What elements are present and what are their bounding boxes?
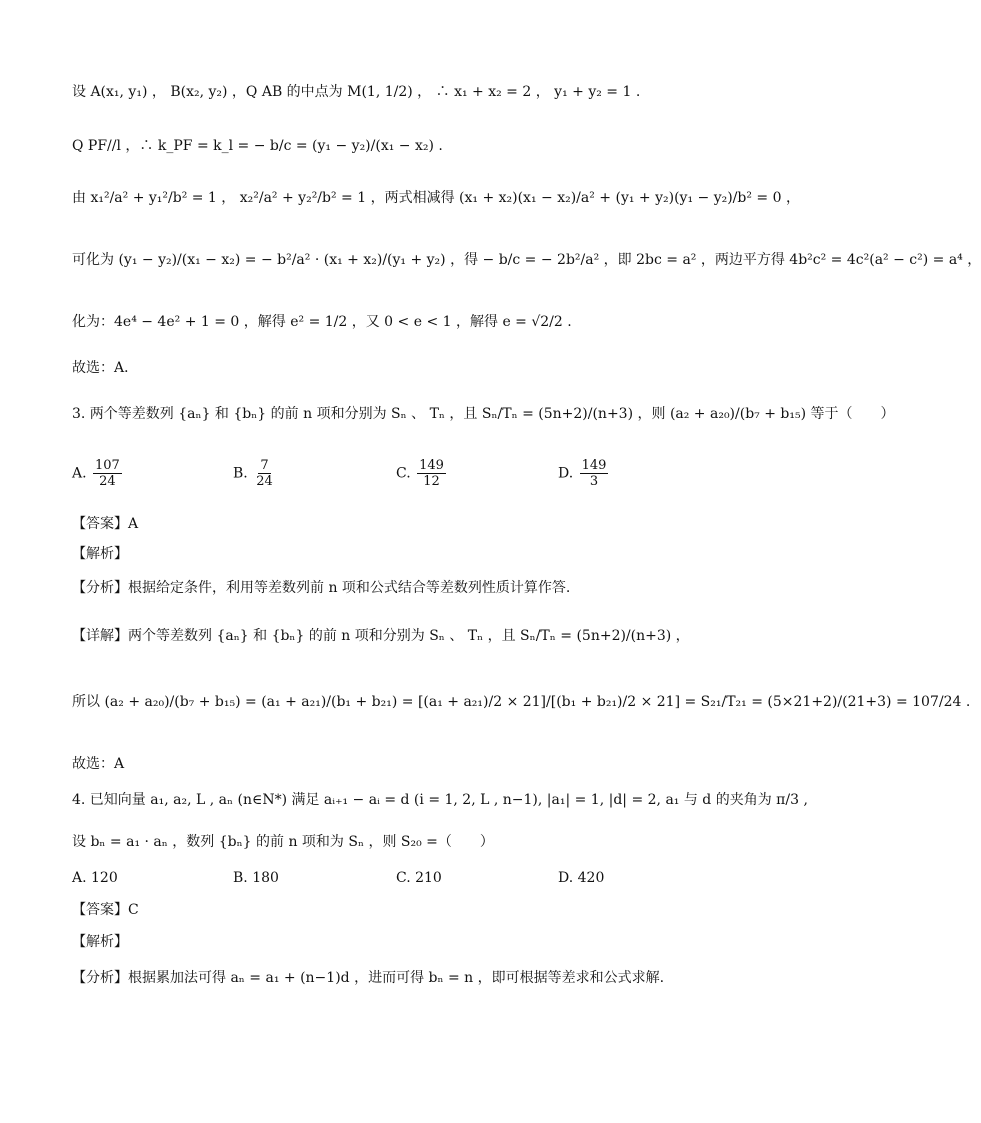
question-3: 3. 两个等差数列 {aₙ} 和 {bₙ} 的前 n 项和分别为 Sₙ 、 Tₙ ，且 Sₙ/Tₙ = (5n+2)/(n+3) ，则 (a₂ + a₂₀)/(b₇ + b₁₅) 等于（ ） [72,406,895,422]
q4-answer [72,900,139,920]
q3-option-c-fraction [417,458,446,489]
q3-option-a-fraction [93,458,122,489]
q3-option-b [233,458,277,489]
solution-line-4: 可化为 (y₁ − y₂)/(x₁ − x₂) = − b²/a² · (x₁ + x₂)/(y₁ + y₂) ，得 − b/c = − 2b²/a² ，即 2bc = a² ，两边平方得 4b²c² = 4c²(a² − c²) = a⁴ ， [72,252,981,268]
q3-option-a-den: 24 [99,474,116,489]
q3-option-b-label: B. [233,465,248,482]
q3-option-a [72,458,124,489]
q3-option-c [396,458,448,489]
q3-detail-tag: 【详解】 [72,628,128,644]
q3-analysis [72,578,570,598]
q3-detail-text: 两个等差数列 {aₙ} 和 {bₙ} 的前 n 项和分别为 Sₙ 、 Tₙ ，且 Sₙ/Tₙ = (5n+2)/(n+3) ， [128,628,690,644]
q3-jiexi: 【解析】 [72,546,128,562]
q3-analysis-tag: 【分析】 [72,580,128,596]
question-4: 4. 已知向量 a₁, a₂, L , aₙ (n∈N*) 满足 aᵢ₊₁ − aᵢ = d (i = 1, 2, L , n−1), |a₁| = 1, |d| = 2, a₁ 与 d 的夹角为 π/3 , [72,792,808,808]
q3-option-d [558,458,610,489]
q3-answer [72,514,138,534]
q3-option-a-label: A. [72,465,87,482]
q3-option-a-num: 107 [95,458,120,473]
q4-jiexi: 【解析】 [72,934,128,950]
q4-analysis-text: 根据累加法可得 aₙ = a₁ + (n−1)d ，进而可得 bₙ = n ，即可根据等差求和公式求解. [128,970,665,986]
solution-line-2: Q PF//l ，∴ k_PF = k_l = − b/c = (y₁ − y₂)/(x₁ − x₂) . [72,138,443,154]
q4-analysis [72,968,664,988]
q3-option-d-den: 3 [589,474,599,489]
q4-answer-tag: 【答案】 [72,902,128,918]
q3-option-c-num: 149 [419,458,444,473]
q4-option-d: D. 420 [558,870,605,886]
q4-option-c: C. 210 [396,870,442,886]
question-4-part-2: 设 bₙ = a₁ · aₙ ，数列 {bₙ} 的前 n 项和为 Sₙ ，则 S₂₀ =（ ） [72,834,494,850]
q3-option-d-fraction [580,458,609,489]
q3-detail-derivation: 所以 (a₂ + a₂₀)/(b₇ + b₁₅) = (a₁ + a₂₁)/(b₁ + b₂₁) = [(a₁ + a₂₁)/2 × 21]/[(b₁ + b₂₁)/2 × 21] = S₂₁/T₂₁ = (5×21+2)/(21+3) = 107/24 . [72,694,971,710]
solution-line-1: 设 A(x₁, y₁) ， B(x₂, y₂) ，Q AB 的中点为 M(1, 1/2) ， ∴ x₁ + x₂ = 2 ， y₁ + y₂ = 1 . [72,84,641,100]
q3-option-c-den: 12 [423,474,440,489]
q3-conclusion: 故选：A [72,756,125,772]
q4-answer-value: C [128,902,139,918]
q4-analysis-tag: 【分析】 [72,970,128,986]
solution-line-3: 由 x₁²/a² + y₁²/b² = 1 ， x₂²/a² + y₂²/b² = 1 ，两式相减得 (x₁ + x₂)(x₁ − x₂)/a² + (y₁ + y₂)(y₁ − y₂)/b² = 0 ， [72,190,800,206]
q4-option-a: A. 120 [72,870,118,886]
q3-option-c-label: C. [396,465,411,482]
q3-answer-tag: 【答案】 [72,516,128,532]
q3-answer-value: A [128,516,139,532]
q3-option-d-num: 149 [581,458,607,473]
q3-analysis-text: 根据给定条件，利用等差数列前 n 项和公式结合等差数列性质计算作答. [128,580,571,596]
q3-option-b-num: 7 [260,458,269,473]
q3-option-b-den: 24 [256,474,273,489]
q3-option-b-fraction [254,458,275,489]
q4-option-b: B. 180 [233,870,279,886]
q3-option-d-label: D. [558,465,574,482]
solution-line-5: 化为：4e⁴ − 4e² + 1 = 0 ，解得 e² = 1/2 ，又 0 < e < 1 ，解得 e = √2/2 . [72,314,572,330]
q3-detail [72,626,690,646]
solution-line-6: 故选：A． [72,360,139,376]
